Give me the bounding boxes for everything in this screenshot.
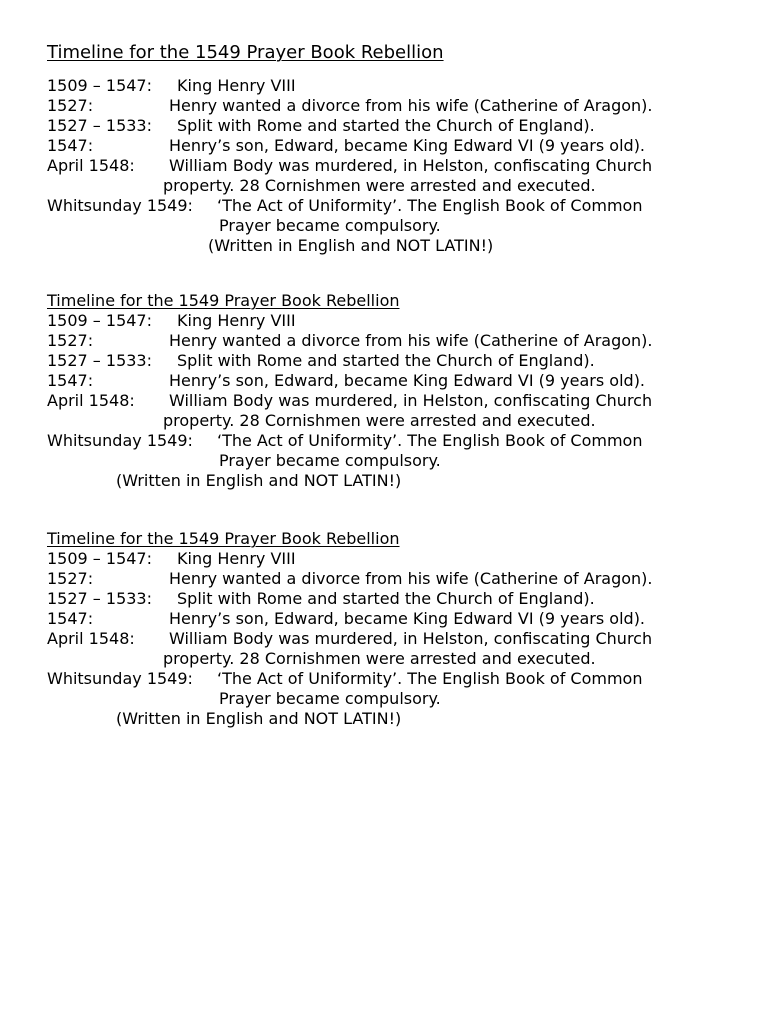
timeline-event: Split with Rome and started the Church of England). bbox=[177, 116, 595, 135]
timeline-date: 1509 – 1547: bbox=[47, 76, 152, 95]
timeline-date: 1527: bbox=[47, 331, 94, 350]
timeline-row-continuation bbox=[0, 649, 596, 669]
timeline-row-continuation bbox=[0, 689, 441, 709]
timeline-date: April 1548: bbox=[47, 156, 135, 175]
timeline-title: Timeline for the 1549 Prayer Book Rebellion bbox=[47, 291, 400, 310]
timeline-event: Henry wanted a divorce from his wife (Catherine of Aragon). bbox=[169, 96, 653, 115]
timeline-row bbox=[0, 351, 595, 371]
timeline-event: Henry’s son, Edward, became King Edward VI (9 years old). bbox=[169, 609, 646, 628]
timeline-event: Henry’s son, Edward, became King Edward VI (9 years old). bbox=[169, 136, 646, 155]
timeline-row bbox=[0, 311, 296, 331]
timeline-row bbox=[0, 609, 646, 629]
timeline-event: Split with Rome and started the Church of England). bbox=[177, 589, 595, 608]
timeline-event: William Body was murdered, in Helston, confiscating Church bbox=[169, 629, 653, 648]
timeline-row bbox=[0, 96, 653, 116]
timeline-event: William Body was murdered, in Helston, confiscating Church bbox=[169, 391, 653, 410]
timeline-date: 1509 – 1547: bbox=[47, 549, 152, 568]
timeline-note: (Written in English and NOT LATIN!) bbox=[116, 709, 402, 728]
timeline-event: Split with Rome and started the Church of England). bbox=[177, 351, 595, 370]
timeline-event: Prayer became compulsory. bbox=[219, 451, 441, 470]
timeline-row bbox=[0, 76, 296, 96]
timeline-row bbox=[0, 116, 595, 136]
timeline-event: Henry wanted a divorce from his wife (Catherine of Aragon). bbox=[169, 569, 653, 588]
timeline-note: (Written in English and NOT LATIN!) bbox=[208, 236, 494, 255]
timeline-row bbox=[0, 589, 595, 609]
timeline-row-continuation bbox=[0, 176, 596, 196]
timeline-row-continuation bbox=[0, 236, 494, 256]
timeline-row-continuation bbox=[0, 451, 441, 471]
timeline-date: Whitsunday 1549: bbox=[47, 196, 193, 215]
timeline-event: property. 28 Cornishmen were arrested and executed. bbox=[163, 411, 596, 430]
timeline-event: ‘The Act of Uniformity’. The English Book of Common bbox=[217, 196, 643, 215]
timeline-row bbox=[0, 331, 653, 351]
timeline-event: King Henry VIII bbox=[177, 76, 296, 95]
timeline-event: Prayer became compulsory. bbox=[219, 689, 441, 708]
timeline-date: 1527 – 1533: bbox=[47, 116, 152, 135]
timeline-row bbox=[0, 391, 653, 411]
timeline-date: 1547: bbox=[47, 371, 94, 390]
timeline-date: 1527: bbox=[47, 569, 94, 588]
timeline-date: 1527 – 1533: bbox=[47, 589, 152, 608]
timeline-row bbox=[0, 669, 643, 689]
timeline-note: (Written in English and NOT LATIN!) bbox=[116, 471, 402, 490]
timeline-event: property. 28 Cornishmen were arrested and executed. bbox=[163, 176, 596, 195]
timeline-event: Prayer became compulsory. bbox=[219, 216, 441, 235]
timeline-row bbox=[0, 196, 643, 216]
timeline-date: 1527: bbox=[47, 96, 94, 115]
timeline-event: ‘The Act of Uniformity’. The English Book of Common bbox=[217, 669, 643, 688]
timeline-date: April 1548: bbox=[47, 629, 135, 648]
timeline-date: Whitsunday 1549: bbox=[47, 431, 193, 450]
timeline-row bbox=[0, 629, 653, 649]
timeline-date: 1509 – 1547: bbox=[47, 311, 152, 330]
timeline-date: April 1548: bbox=[47, 391, 135, 410]
timeline-row bbox=[0, 136, 646, 156]
timeline-row-continuation bbox=[0, 216, 441, 236]
timeline-row bbox=[0, 549, 296, 569]
timeline-date: 1547: bbox=[47, 136, 94, 155]
timeline-title: Timeline for the 1549 Prayer Book Rebellion bbox=[47, 529, 400, 548]
timeline-row bbox=[0, 431, 643, 451]
timeline-event: property. 28 Cornishmen were arrested and executed. bbox=[163, 649, 596, 668]
timeline-row bbox=[0, 569, 653, 589]
timeline-event: Henry wanted a divorce from his wife (Catherine of Aragon). bbox=[169, 331, 653, 350]
timeline-event: ‘The Act of Uniformity’. The English Book of Common bbox=[217, 431, 643, 450]
timeline-event: King Henry VIII bbox=[177, 549, 296, 568]
timeline-event: William Body was murdered, in Helston, confiscating Church bbox=[169, 156, 653, 175]
timeline-event: King Henry VIII bbox=[177, 311, 296, 330]
timeline-row bbox=[0, 156, 653, 176]
timeline-row-continuation bbox=[0, 411, 596, 431]
timeline-row bbox=[0, 371, 646, 391]
timeline-row-continuation bbox=[0, 709, 402, 729]
timeline-date: 1547: bbox=[47, 609, 94, 628]
timeline-row-continuation bbox=[0, 471, 402, 491]
timeline-date: 1527 – 1533: bbox=[47, 351, 152, 370]
timeline-event: Henry’s son, Edward, became King Edward VI (9 years old). bbox=[169, 371, 646, 390]
timeline-date: Whitsunday 1549: bbox=[47, 669, 193, 688]
timeline-title: Timeline for the 1549 Prayer Book Rebellion bbox=[47, 42, 444, 63]
